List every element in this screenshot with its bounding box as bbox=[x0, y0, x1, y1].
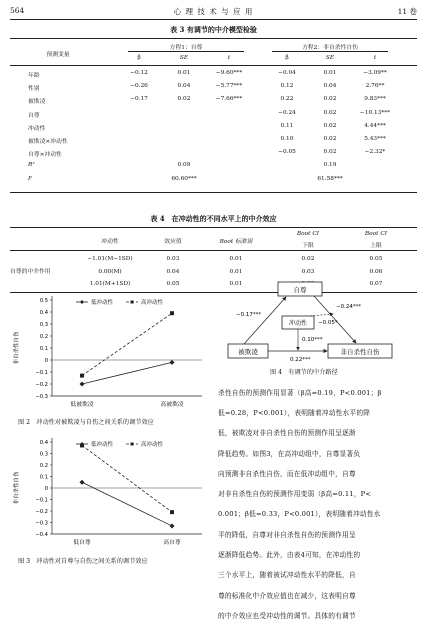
table3-col-predictor: 预测变量 bbox=[46, 52, 70, 58]
table3-cell-t2: 2.76** bbox=[365, 83, 385, 90]
table3-cell-t1: −5.77*** bbox=[215, 83, 243, 90]
y-tick-label: 0.1 bbox=[39, 474, 48, 481]
table3-row-label: R² bbox=[28, 162, 35, 169]
legend-marker-high bbox=[131, 301, 134, 304]
table3-cell-se2: 0.02 bbox=[323, 122, 337, 129]
legend-label-high: 高冲动性 bbox=[141, 442, 164, 448]
table4-cell-level: 0.00(M) bbox=[98, 268, 122, 275]
body-text-line: 逐渐降低趋势。此外，由表4可知，在冲动性的 bbox=[218, 550, 361, 559]
legend-marker-high bbox=[131, 443, 134, 446]
table3-cell-se1: 0.02 bbox=[177, 96, 191, 103]
journal-title: 心 理 技 术 与 应 用 bbox=[173, 7, 254, 16]
table3-cell-b2: −0.04 bbox=[278, 70, 296, 76]
table4-header-ci-low-sub: 下限 bbox=[302, 243, 314, 249]
table3-cell-se1: 0.04 bbox=[177, 83, 191, 90]
figure3-chart bbox=[4, 428, 210, 556]
table3-cell-se1: 0.01 bbox=[177, 70, 191, 76]
x-tick-label: 高自尊 bbox=[163, 540, 181, 546]
y-tick-label: −0.2 bbox=[35, 382, 48, 388]
header-rule bbox=[10, 19, 417, 20]
y-tick-label: 0.2 bbox=[39, 334, 48, 340]
table3-eq1-underline bbox=[128, 51, 244, 52]
table3-row-label: 自尊×冲动性 bbox=[28, 152, 62, 159]
y-tick-label: −0.2 bbox=[35, 509, 48, 515]
body-text-line: 低，被欺凌对非自杀性自伤的预测作用呈逐渐 bbox=[218, 429, 356, 438]
table3-cell-se1: 60.60*** bbox=[171, 175, 197, 182]
y-tick-label: 0.2 bbox=[39, 463, 48, 469]
table3-cell-b2: 0.11 bbox=[280, 122, 294, 129]
y-tick-label: −0.3 bbox=[35, 520, 48, 527]
table4-group-label: 自尊的中介作用 bbox=[10, 269, 51, 275]
y-tick-label: −0.1 bbox=[35, 370, 48, 376]
table3-cell-t2: 5.43*** bbox=[364, 136, 386, 142]
y-tick-label: −0.3 bbox=[35, 394, 48, 400]
table3-caption: 表 3 有调节的中介模型检验 bbox=[170, 25, 257, 34]
moderation-c-coef: 0.10*** bbox=[302, 337, 323, 343]
x-tick-label: 低被欺凌 bbox=[70, 402, 94, 408]
y-tick-label: 0.1 bbox=[39, 346, 48, 352]
legend-label-low: 低冲动性 bbox=[91, 442, 114, 448]
table3-cell-b1: −0.26 bbox=[130, 83, 148, 90]
body-text-line: 三个水平上，随着被试冲动性水平的降低，自 bbox=[218, 571, 356, 580]
path-c-coef: 0.22*** bbox=[290, 357, 311, 363]
table3-row-label: F bbox=[28, 175, 33, 182]
body-text-line: 对非自杀性自伤的预测作用变弱（β高=0.11，P< bbox=[218, 490, 372, 499]
table4-cell-se: 0.01 bbox=[229, 268, 243, 275]
table4-caption: 表 4 在冲动性的不同水平上的中介效应 bbox=[150, 214, 277, 223]
table3-row-label: 被欺凌 bbox=[28, 99, 46, 106]
table4-cell-level: 1.01(M+1SD) bbox=[89, 281, 131, 287]
table3-subheader-se1: SE bbox=[179, 55, 189, 61]
table3-row-label: 自尊 bbox=[28, 112, 40, 119]
table3-row-label: 被欺凌×冲动性 bbox=[28, 139, 68, 145]
node-nssi-label: 非自杀性自伤 bbox=[340, 348, 380, 356]
body-text bbox=[218, 380, 422, 630]
body-text-line: 降低趋势。如图3，在高冲动组中，自尊显著负 bbox=[218, 449, 361, 458]
table3-cell-t1: −7.66*** bbox=[215, 96, 243, 103]
table3-cell-b2: 0.10 bbox=[280, 136, 294, 142]
table3-row-label: 性别 bbox=[28, 86, 40, 93]
y-tick-label: 0.5 bbox=[39, 298, 48, 304]
table4-cell-se: 0.01 bbox=[229, 256, 243, 262]
data-point-low bbox=[170, 360, 175, 365]
table3-cell-se2: 0.02 bbox=[323, 149, 337, 156]
x-tick-label: 高被欺凌 bbox=[160, 402, 184, 408]
table3-row-label: 冲动性 bbox=[28, 125, 46, 132]
table4-cell-hi: 0.05 bbox=[369, 256, 383, 262]
data-point-high bbox=[80, 374, 84, 378]
table4-header-impulsivity: 冲动性 bbox=[101, 239, 119, 245]
table4-cell-lo: 0.03 bbox=[301, 268, 315, 275]
table3-cell-b1: −0.12 bbox=[130, 70, 148, 76]
y-axis-label: 非自杀性自伤 bbox=[14, 331, 20, 365]
table4-header-ci-up: Boot CI bbox=[364, 231, 388, 237]
series-line-0 bbox=[82, 362, 172, 384]
path-a-arrow bbox=[244, 297, 286, 344]
y-tick-label: 0.3 bbox=[39, 451, 48, 458]
table3-cell-b2: 0.12 bbox=[280, 83, 294, 90]
data-point-low bbox=[170, 523, 175, 528]
table4-header-rule bbox=[10, 250, 417, 251]
moderation-b-coef: −0.05* bbox=[318, 320, 338, 326]
table4-cell-effect: 0.04 bbox=[166, 268, 180, 275]
table3-subheader-t1: t bbox=[227, 55, 231, 61]
table4-header-ci-low: Boot CI bbox=[296, 231, 320, 237]
table4-cell-level: −1.01(M−1SD) bbox=[87, 256, 133, 262]
node-impulsivity-label: 冲动性 bbox=[288, 320, 308, 327]
data-point-low bbox=[80, 480, 85, 485]
table3-cell-se2: 0.01 bbox=[323, 70, 337, 76]
table3-row-label: 年龄 bbox=[28, 73, 40, 79]
table3-cell-se1: 0.09 bbox=[177, 162, 191, 169]
body-text-line: 杀性自伤的预测作用显著（β高=0.19，P<0.001；β bbox=[218, 388, 382, 397]
y-tick-label: −0.4 bbox=[35, 532, 48, 538]
table3-eq2-header: 方程2：非自杀性自伤 bbox=[302, 45, 358, 51]
table4-cell-hi: 0.06 bbox=[369, 268, 383, 275]
y-tick-label: 0.4 bbox=[39, 440, 48, 446]
y-tick-label: 0.3 bbox=[39, 322, 48, 328]
table3-header-rule bbox=[10, 65, 417, 66]
figure2-chart bbox=[4, 286, 210, 418]
table4-cell-effect: 0.03 bbox=[166, 256, 180, 262]
table3-cell-t2: −2.32* bbox=[364, 149, 386, 156]
node-bullying-label: 被欺凌 bbox=[238, 348, 258, 356]
body-text-line: 的中介效应也受冲动性的调节。具体的有调节 bbox=[218, 611, 356, 620]
table3-cell-se2: 0.19 bbox=[323, 162, 337, 169]
table3-cell-se2: 0.04 bbox=[323, 83, 337, 90]
table4-cell-hi: 0.07 bbox=[369, 281, 383, 287]
table3-subheader-se2: SE bbox=[325, 55, 335, 61]
data-point-low bbox=[80, 382, 85, 387]
figure2-caption: 图 2 冲动性对被欺凌与自伤之间关系的调节效应 bbox=[18, 419, 154, 426]
table4-top-rule bbox=[10, 227, 417, 228]
table3-bottom-rule bbox=[10, 192, 417, 193]
table4-header-boot-se: Boot 标准误 bbox=[219, 239, 253, 245]
table4-cell-se: 0.01 bbox=[229, 281, 243, 287]
node-self-esteem-label: 自尊 bbox=[293, 286, 307, 294]
series-line-0 bbox=[82, 482, 172, 526]
body-text-line: 0.001；β低=0.33，P<0.001），表明随着冲动性水 bbox=[218, 510, 381, 519]
legend-label-high: 高冲动性 bbox=[141, 300, 164, 306]
table3-cell-b2: −0.05 bbox=[278, 149, 296, 156]
body-text-line: 低=0.28，P<0.001），表明随着冲动性水平的降 bbox=[218, 408, 371, 417]
figure4-caption: 图 4 有调节的中介路径 bbox=[270, 369, 338, 376]
y-tick-label: −0.1 bbox=[35, 497, 48, 504]
table3-eq1-header: 方程1：自尊 bbox=[169, 45, 203, 51]
table3-cell-se2: 0.02 bbox=[323, 136, 337, 142]
table4-cell-lo: 0.02 bbox=[301, 256, 315, 262]
table3-subheader-b2: β bbox=[285, 55, 289, 61]
table3-cell-b2: −0.24 bbox=[278, 109, 296, 116]
table4-cell-effect: 0.05 bbox=[166, 281, 180, 287]
table3-subheader-b1: β bbox=[137, 55, 141, 61]
data-point-high bbox=[170, 311, 174, 315]
table4-header-ci-up-sub: 上限 bbox=[370, 243, 382, 249]
table3-cell-t2: −10.13*** bbox=[359, 109, 391, 116]
table3-cell-t2: −3.09** bbox=[363, 70, 387, 76]
body-text-line: 尊的标准化中介效应值也在减少，这表明自尊 bbox=[218, 591, 356, 600]
table3-cell-b2: 0.22 bbox=[280, 96, 294, 103]
table3-subheader-t2: t bbox=[373, 55, 377, 61]
table3-cell-t2: 4.44*** bbox=[364, 122, 386, 129]
table4-header-effect: 效应值 bbox=[164, 239, 182, 245]
figure3-caption: 图 3 冲动性对自尊与自伤之间关系的调节效应 bbox=[18, 558, 148, 565]
data-point-high bbox=[170, 510, 174, 514]
volume-label: 11 卷 bbox=[397, 7, 417, 16]
table3-cell-se2: 0.02 bbox=[323, 96, 337, 103]
series-line-1 bbox=[82, 313, 172, 375]
table3-eq2-underline bbox=[272, 51, 388, 52]
body-text-line: 平的降低，自尊对非自杀性自伤的预测作用呈 bbox=[218, 530, 356, 539]
y-tick-label: 0 bbox=[44, 486, 48, 492]
y-axis-label: 非自杀性自伤 bbox=[14, 471, 20, 505]
y-tick-label: 0 bbox=[44, 358, 48, 364]
table3-cell-t1: −9.60*** bbox=[215, 70, 243, 76]
table3-cell-t2: 9.83*** bbox=[364, 96, 386, 103]
legend-label-low: 低冲动性 bbox=[91, 300, 114, 306]
legend-marker-low bbox=[80, 300, 84, 304]
x-tick-label: 低自尊 bbox=[73, 540, 91, 546]
series-line-1 bbox=[82, 445, 172, 512]
y-tick-label: 0.4 bbox=[39, 310, 48, 316]
page-number: 564 bbox=[10, 6, 25, 15]
path-b-coef: −0.24*** bbox=[336, 304, 362, 310]
table3-cell-b1: −0.17 bbox=[130, 96, 148, 103]
table3-cell-se2: 0.02 bbox=[323, 109, 337, 116]
table3-top-rule bbox=[10, 38, 417, 39]
body-text-line: 向预测非自杀性自伤，而在低冲动组中，自尊 bbox=[218, 469, 356, 478]
table3-cell-se2: 61.58*** bbox=[317, 175, 343, 182]
figure4-path-diagram bbox=[210, 276, 420, 366]
path-a-coef: −0.17*** bbox=[236, 312, 262, 318]
